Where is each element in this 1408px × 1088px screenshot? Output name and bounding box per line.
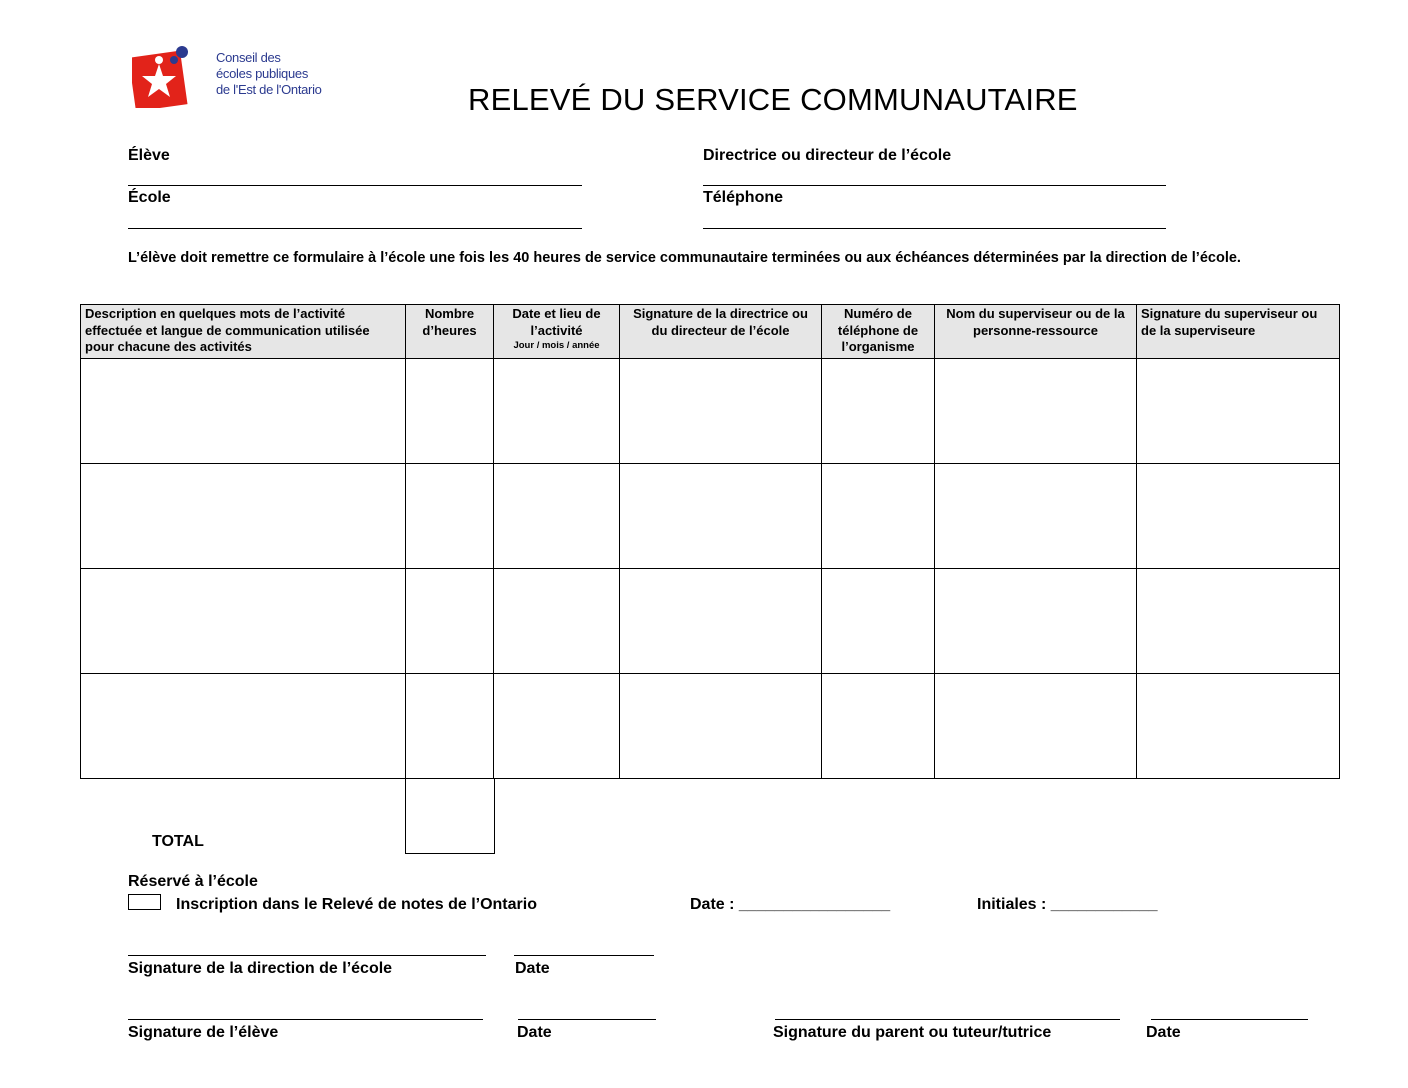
table-cell[interactable] bbox=[494, 464, 620, 569]
date-format-hint: Jour / mois / année bbox=[513, 340, 600, 351]
table-cell[interactable] bbox=[494, 674, 620, 779]
table-cell[interactable] bbox=[620, 464, 822, 569]
transcript-checkbox[interactable] bbox=[128, 894, 161, 910]
student-date-label: Date bbox=[517, 1024, 552, 1041]
school-label: École bbox=[128, 189, 171, 206]
table-cell[interactable] bbox=[620, 569, 822, 674]
school-reserved-title: Réservé à l’école bbox=[128, 873, 258, 890]
table-cell[interactable] bbox=[1137, 569, 1340, 674]
student-signature-label: Signature de l’élève bbox=[128, 1024, 279, 1041]
student-field[interactable] bbox=[128, 185, 582, 186]
parent-signature-line[interactable] bbox=[775, 1019, 1120, 1020]
table-cell[interactable] bbox=[822, 359, 935, 464]
table-cell[interactable] bbox=[935, 464, 1137, 569]
parent-signature-label: Signature du parent ou tuteur/tutrice bbox=[773, 1024, 1052, 1041]
total-label: TOTAL bbox=[152, 833, 204, 850]
table-cell[interactable] bbox=[620, 674, 822, 779]
table-cell[interactable] bbox=[935, 359, 1137, 464]
col-org-phone: Numéro de téléphone de l’organisme bbox=[822, 305, 935, 359]
direction-date-line[interactable] bbox=[514, 955, 654, 956]
student-label: Élève bbox=[128, 147, 170, 164]
table-row bbox=[81, 674, 1340, 779]
col-date-place: Date et lieu de l’activité Jour / mois / année bbox=[494, 305, 620, 359]
board-name-line: Conseil des bbox=[216, 50, 281, 65]
phone-field[interactable] bbox=[703, 228, 1166, 229]
table-cell[interactable] bbox=[406, 359, 494, 464]
table-row bbox=[81, 464, 1340, 569]
school-field[interactable] bbox=[128, 228, 582, 229]
table-cell[interactable] bbox=[81, 464, 406, 569]
total-hours-field[interactable] bbox=[405, 779, 495, 854]
table-cell[interactable] bbox=[822, 464, 935, 569]
parent-date-label: Date bbox=[1146, 1024, 1181, 1041]
table-cell[interactable] bbox=[1137, 464, 1340, 569]
table-cell[interactable] bbox=[822, 674, 935, 779]
board-name-line: de l'Est de l'Ontario bbox=[216, 82, 322, 97]
table-header-row bbox=[81, 305, 1340, 359]
board-logo bbox=[132, 38, 332, 114]
table-cell[interactable] bbox=[406, 569, 494, 674]
table-cell[interactable] bbox=[620, 359, 822, 464]
board-name-line: écoles publiques bbox=[216, 66, 309, 81]
table-cell[interactable] bbox=[81, 569, 406, 674]
direction-signature-label: Signature de la direction de l’école bbox=[128, 960, 393, 977]
transcript-label: Inscription dans le Relevé de notes de l’Ontario bbox=[176, 896, 537, 913]
table-row bbox=[81, 359, 1340, 464]
phone-label: Téléphone bbox=[703, 189, 784, 206]
table-cell[interactable] bbox=[822, 569, 935, 674]
table-cell[interactable] bbox=[1137, 674, 1340, 779]
col-principal-signature: Signature de la directrice ou du directeur de l’école bbox=[620, 305, 822, 359]
student-date-line[interactable] bbox=[518, 1019, 656, 1020]
table-cell[interactable] bbox=[1137, 359, 1340, 464]
col-supervisor-signature: Signature du superviseur ou de la superviseure bbox=[1137, 305, 1340, 359]
principal-field[interactable] bbox=[703, 185, 1166, 186]
principal-label: Directrice ou directeur de l’école bbox=[703, 147, 952, 164]
col-supervisor-name: Nom du superviseur ou de la personne-ressource bbox=[935, 305, 1137, 359]
direction-date-label: Date bbox=[515, 960, 550, 977]
board-name bbox=[216, 50, 322, 98]
table-cell[interactable] bbox=[935, 569, 1137, 674]
instructions-text: L’élève doit remettre ce formulaire à l’école une fois les 40 heures de service communautaire terminées ou aux échéances déterminées par la direction de l’école. bbox=[128, 250, 1241, 266]
student-signature-line[interactable] bbox=[128, 1019, 483, 1020]
table-cell[interactable] bbox=[406, 674, 494, 779]
col-description: Description en quelques mots de l’activité effectuée et langue de communication utilisée pour chacune des activités bbox=[81, 305, 406, 359]
table-cell[interactable] bbox=[81, 359, 406, 464]
star-figure-icon bbox=[132, 46, 194, 108]
table-cell[interactable] bbox=[406, 464, 494, 569]
school-date-field[interactable]: Date : _________________ bbox=[690, 896, 891, 913]
table-cell[interactable] bbox=[494, 359, 620, 464]
page-title: RELEVÉ DU SERVICE COMMUNAUTAIRE bbox=[468, 82, 1078, 117]
activity-table bbox=[80, 304, 1340, 779]
col-hours: Nombre d’heures bbox=[406, 305, 494, 359]
initials-field[interactable]: Initiales : ____________ bbox=[977, 896, 1158, 913]
table-cell[interactable] bbox=[494, 569, 620, 674]
table-cell[interactable] bbox=[81, 674, 406, 779]
parent-date-line[interactable] bbox=[1151, 1019, 1308, 1020]
direction-signature-line[interactable] bbox=[128, 955, 486, 956]
table-row bbox=[81, 569, 1340, 674]
table-cell[interactable] bbox=[935, 674, 1137, 779]
